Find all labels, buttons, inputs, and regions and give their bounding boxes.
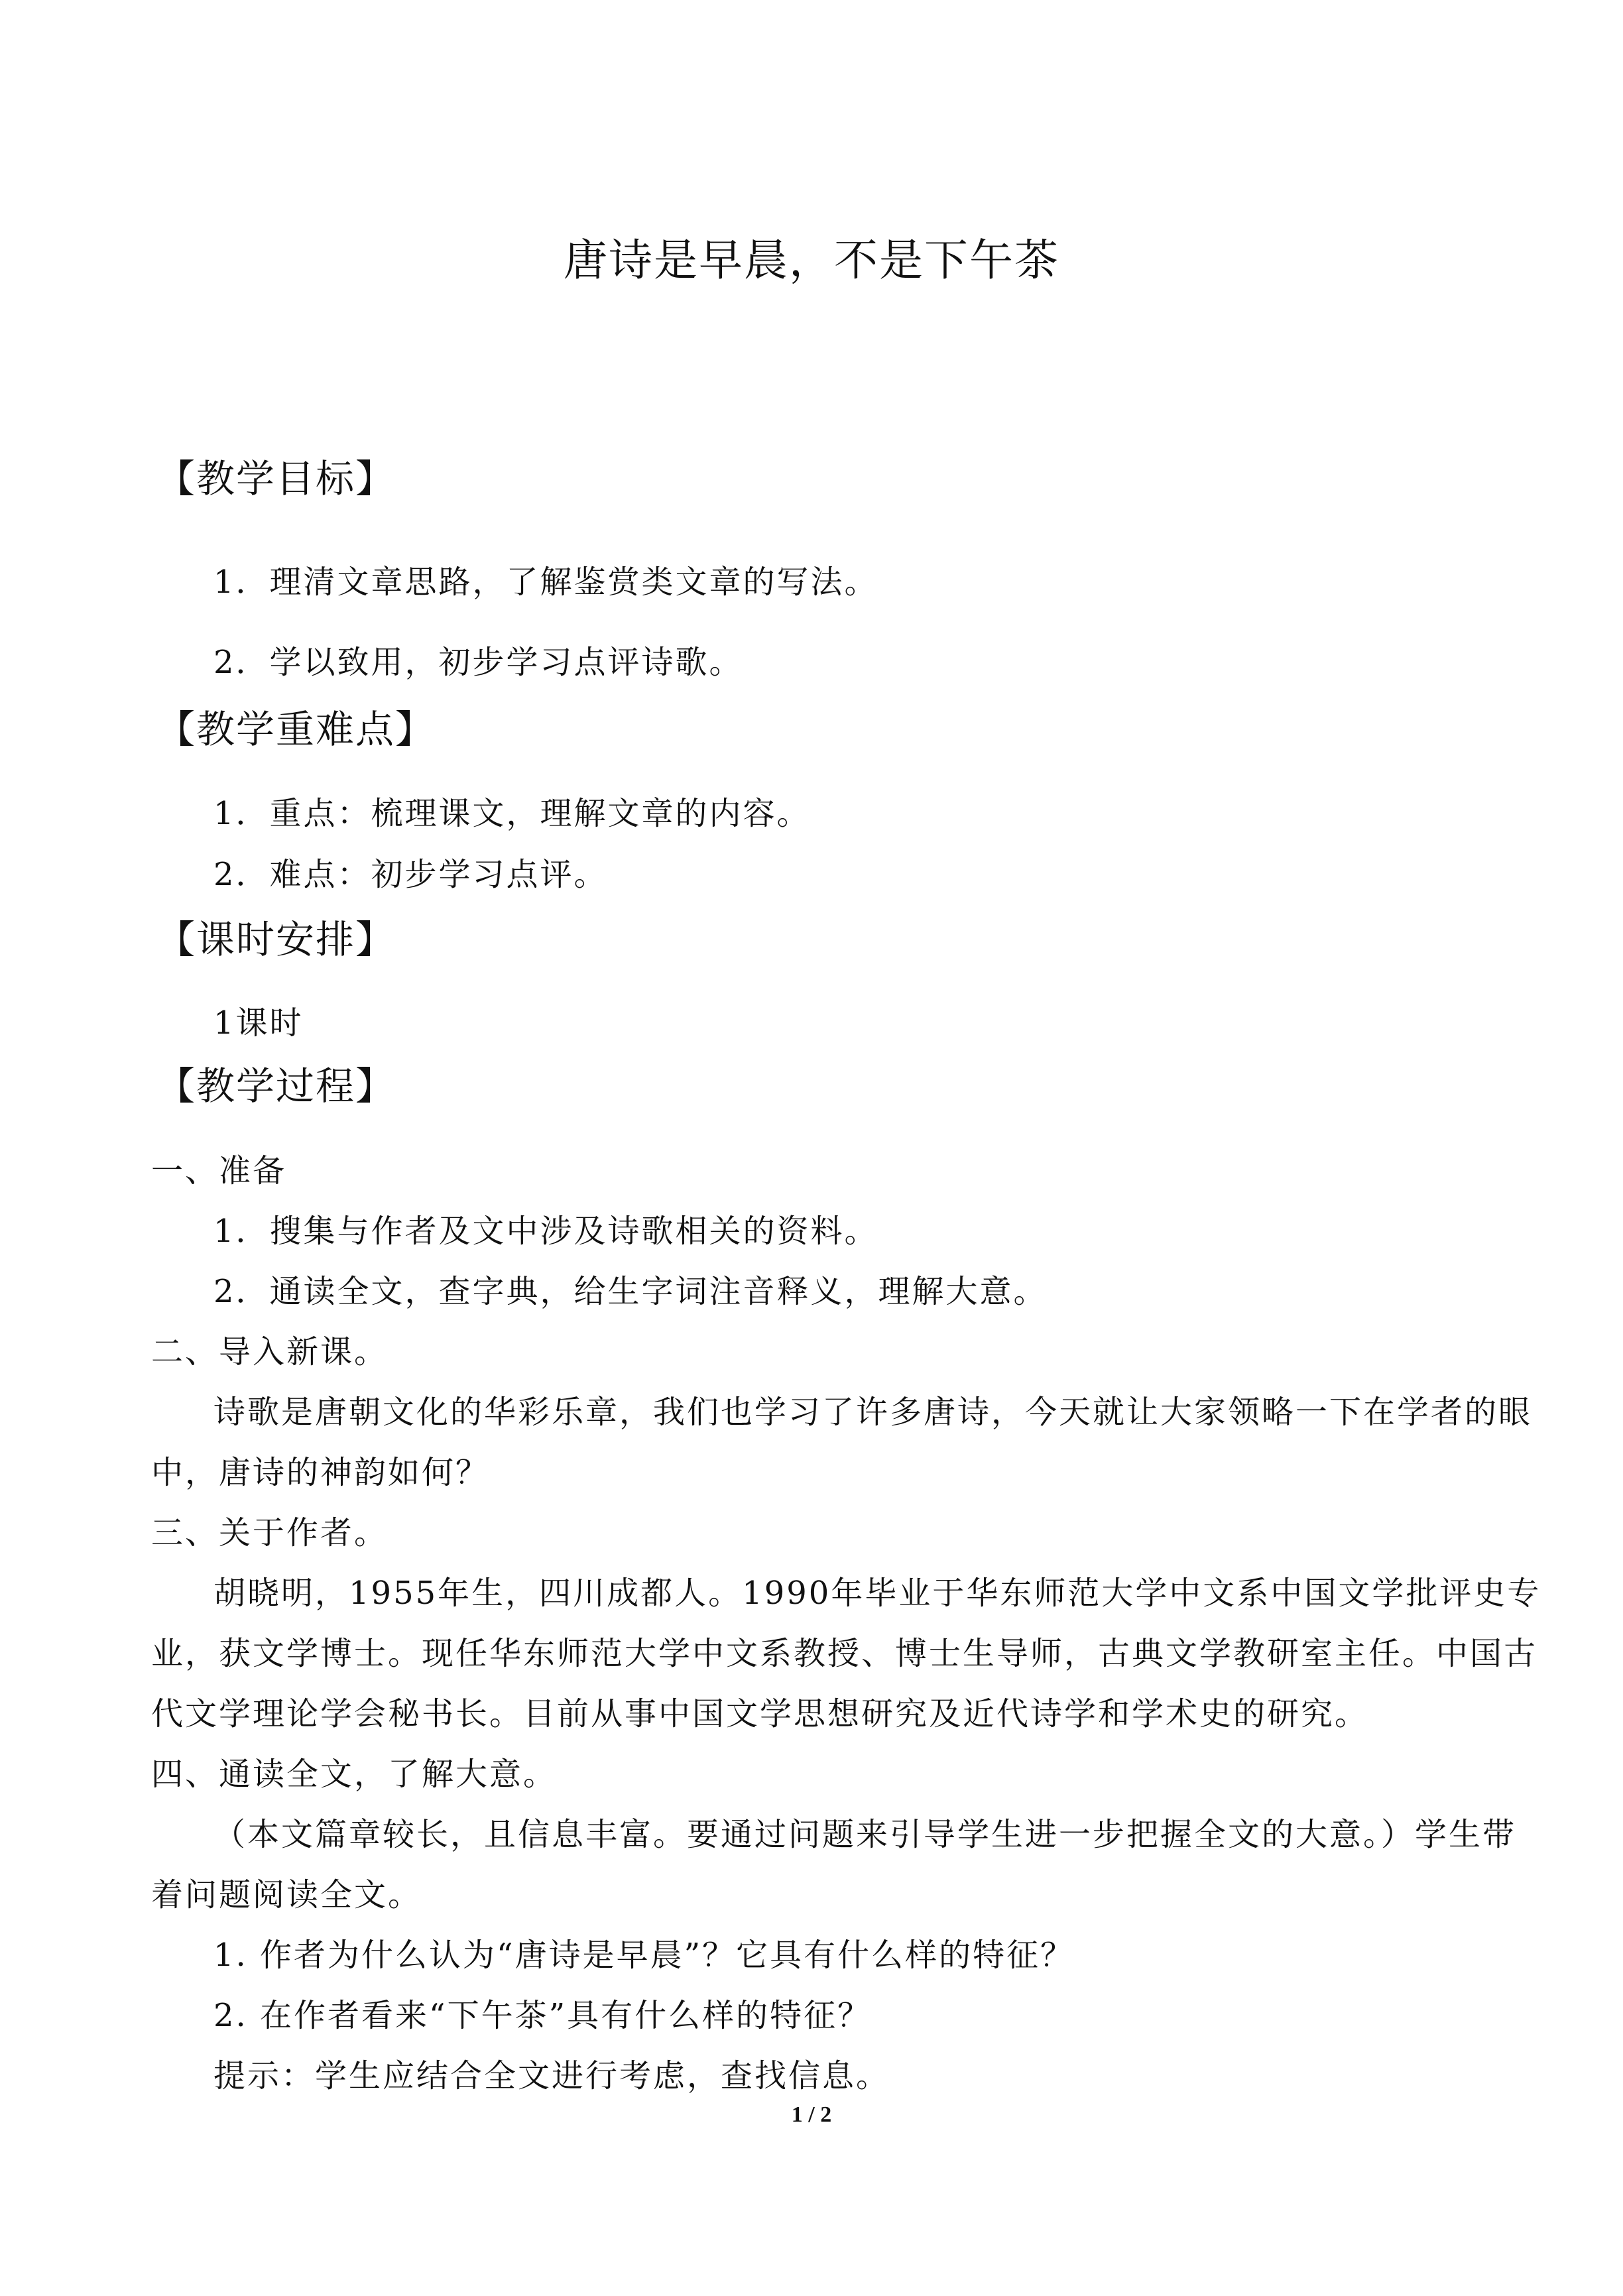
hint-text: 提示：学生应结合全文进行考虑，查找信息。 xyxy=(213,2057,890,2094)
page-number: 1 / 2 xyxy=(791,2102,832,2127)
goal-item: 1．理清文章思路，了解鉴赏类文章的写法。 xyxy=(213,564,878,601)
process-item: 2．通读全文，查字典，给生字词注音释义，理解大意。 xyxy=(213,1273,1048,1310)
goal-item: 2．学以致用，初步学习点评诗歌。 xyxy=(213,644,743,681)
paragraph-line: 诗歌是唐朝文化的华彩乐章，我们也学习了许多唐诗，今天就让大家领略一下在学者的眼 xyxy=(213,1394,1533,1431)
section-heading-process: 【教学过程】 xyxy=(156,1063,396,1109)
process-part-title: 一、准备 xyxy=(151,1152,287,1189)
question-item: 1. 作者为什么认为“唐诗是早晨”？它具有什么样的特征？ xyxy=(213,1937,1075,1974)
schedule-text: 1课时 xyxy=(213,1004,304,1042)
paragraph-line: 代文学理论学会秘书长。目前从事中国文学思想研究及近代诗学和学术史的研究。 xyxy=(151,1695,1369,1732)
paragraph-line: 业，获文学博士。现任华东师范大学中文系教授、博士生导师，古典文学教研室主任。中国古 xyxy=(151,1635,1538,1672)
process-part-title: 二、导入新课。 xyxy=(151,1333,389,1370)
section-heading-goals: 【教学目标】 xyxy=(156,456,396,501)
paragraph-line: 胡晓明，1955年生，四川成都人。1990年毕业于华东师范大学中文系中国文学批评史专 xyxy=(213,1575,1541,1612)
paragraph-line: 着问题阅读全文。 xyxy=(151,1876,422,1913)
question-item: 2. 在作者看来“下午茶”具有什么样的特征？ xyxy=(213,1997,872,2034)
key-point-item: 2．难点：初步学习点评。 xyxy=(213,856,608,893)
section-heading-schedule: 【课时安排】 xyxy=(156,917,396,962)
document-title: 唐诗是早晨，不是下午茶 xyxy=(564,235,1059,286)
paragraph-line: （本文篇章较长，且信息丰富。要通过问题来引导学生进一步把握全文的大意。）学生带 xyxy=(213,1816,1517,1853)
section-heading-key-points: 【教学重难点】 xyxy=(156,707,436,752)
process-item: 1．搜集与作者及文中涉及诗歌相关的资料。 xyxy=(213,1213,878,1250)
process-part-title: 四、通读全文，了解大意。 xyxy=(151,1756,558,1793)
process-part-title: 三、关于作者。 xyxy=(151,1514,389,1551)
key-point-item: 1．重点：梳理课文，理解文章的内容。 xyxy=(213,795,811,832)
paragraph-line: 中，唐诗的神韵如何？ xyxy=(151,1454,490,1491)
